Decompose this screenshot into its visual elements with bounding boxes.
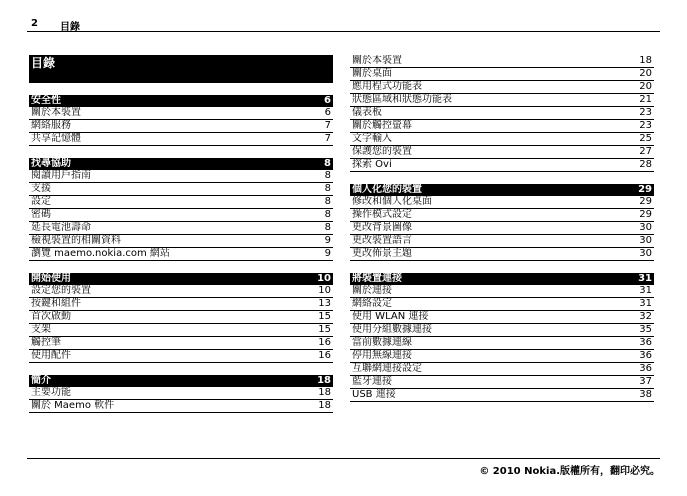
toc-section xyxy=(350,184,654,261)
toc-section-heading[interactable] xyxy=(350,273,654,285)
entry-label: 關於本裝置 xyxy=(31,107,81,118)
page-ref: 8 xyxy=(324,196,331,207)
entry-label: 延長電池壽命 xyxy=(31,222,91,233)
toc-entry[interactable] xyxy=(350,196,654,209)
page-header xyxy=(27,18,660,32)
page-ref: 8 xyxy=(324,183,331,194)
entry-label: 瀏覽 maemo.nokia.com 網站 xyxy=(31,248,170,259)
page-ref: 23 xyxy=(639,107,652,118)
toc-entry[interactable] xyxy=(350,94,654,107)
running-title: 目錄 xyxy=(60,22,80,33)
toc-entry[interactable] xyxy=(350,350,654,363)
entry-label: 共享記憶體 xyxy=(31,133,81,144)
entry-label: 狀態區域和狀態功能表 xyxy=(352,94,452,105)
toc-entry[interactable] xyxy=(350,159,654,172)
page-ref: 30 xyxy=(639,235,652,246)
page-ref: 25 xyxy=(639,133,652,144)
entry-label: 關於桌面 xyxy=(352,68,392,79)
entry-label: 藍牙連接 xyxy=(352,376,392,387)
page-ref: 8 xyxy=(324,158,331,169)
toc-entry[interactable] xyxy=(350,133,654,146)
toc-entry[interactable] xyxy=(29,337,333,350)
toc-entry[interactable] xyxy=(29,285,333,298)
page-ref: 29 xyxy=(639,209,652,220)
page-ref: 9 xyxy=(324,235,331,246)
page-ref: 29 xyxy=(639,196,652,207)
entry-label: 關於觸控螢幕 xyxy=(352,120,412,131)
toc-title: 目錄 xyxy=(29,55,333,83)
entry-label: 使用分組數據連接 xyxy=(352,324,432,335)
toc-entry[interactable] xyxy=(350,235,654,248)
toc-entry[interactable] xyxy=(350,55,654,68)
page-ref: 16 xyxy=(318,337,331,348)
page-ref: 21 xyxy=(639,94,652,105)
toc-section-heading[interactable] xyxy=(29,375,333,387)
entry-label: 觸控筆 xyxy=(31,337,61,348)
page-ref: 7 xyxy=(324,133,331,144)
entry-label: 按鍵和組件 xyxy=(31,298,81,309)
toc-section-heading[interactable] xyxy=(29,273,333,285)
toc-entry[interactable] xyxy=(29,196,333,209)
page-ref: 15 xyxy=(318,324,331,335)
entry-label: 使用 WLAN 連接 xyxy=(352,311,429,322)
page-ref: 10 xyxy=(318,285,331,296)
entry-label: 互聯網連接設定 xyxy=(352,363,422,374)
entry-label: 設定您的裝置 xyxy=(31,285,91,296)
section-title: 安全性 xyxy=(31,95,61,106)
toc-entry[interactable] xyxy=(29,387,333,400)
page-ref: 31 xyxy=(639,285,652,296)
toc-entry[interactable] xyxy=(350,311,654,324)
toc-entry[interactable] xyxy=(350,222,654,235)
entry-label: 使用配件 xyxy=(31,350,71,361)
page-ref: 36 xyxy=(639,337,652,348)
toc-entry[interactable] xyxy=(350,376,654,389)
toc-entry[interactable] xyxy=(29,400,333,413)
toc-entry[interactable] xyxy=(29,350,333,363)
entry-label: 密碼 xyxy=(31,209,51,220)
page-ref: 23 xyxy=(639,120,652,131)
page-ref: 31 xyxy=(639,298,652,309)
toc-entry[interactable] xyxy=(350,68,654,81)
toc-entry[interactable] xyxy=(350,209,654,222)
toc-section-heading[interactable] xyxy=(350,184,654,196)
page-ref: 20 xyxy=(639,81,652,92)
page-ref: 8 xyxy=(324,222,331,233)
toc-entry[interactable] xyxy=(350,107,654,120)
entry-label: 檢視裝置的相關資料 xyxy=(31,235,121,246)
page-ref: 8 xyxy=(324,209,331,220)
toc-section-heading[interactable] xyxy=(29,95,333,107)
page-ref: 37 xyxy=(639,376,652,387)
toc-entry[interactable] xyxy=(29,298,333,311)
toc-entry[interactable] xyxy=(350,324,654,337)
entry-label: 關於 Maemo 軟件 xyxy=(31,400,115,411)
entry-label: 關於本裝置 xyxy=(352,55,402,66)
toc-entry[interactable] xyxy=(350,389,654,402)
section-title: 簡介 xyxy=(31,375,51,386)
page-ref: 6 xyxy=(324,107,331,118)
toc-entry[interactable] xyxy=(29,133,333,146)
entry-label: 網絡服務 xyxy=(31,120,71,131)
page-ref: 20 xyxy=(639,68,652,79)
page-ref: 30 xyxy=(639,222,652,233)
entry-label: 文字輸入 xyxy=(352,133,392,144)
entry-label: 探索 Ovi xyxy=(352,159,392,170)
toc-entry[interactable] xyxy=(350,337,654,350)
toc-entry[interactable] xyxy=(29,183,333,196)
entry-label: 更改背景圖像 xyxy=(352,222,412,233)
entry-label: 停用無線連接 xyxy=(352,350,412,361)
page-ref: 29 xyxy=(638,184,652,195)
page-ref: 9 xyxy=(324,248,331,259)
section-title: 開始使用 xyxy=(31,273,71,284)
toc-entry[interactable] xyxy=(29,170,333,183)
section-title: 個人化您的裝置 xyxy=(352,184,422,195)
entry-label: 支援 xyxy=(31,183,51,194)
page-ref: 30 xyxy=(639,248,652,259)
toc-section-heading[interactable] xyxy=(29,158,333,170)
toc-section xyxy=(29,375,333,413)
entry-label: 操作模式設定 xyxy=(352,209,412,220)
toc-entry[interactable] xyxy=(350,120,654,133)
toc-entry[interactable] xyxy=(29,209,333,222)
page-ref: 13 xyxy=(318,298,331,309)
section-title: 找尋協助 xyxy=(31,158,71,169)
toc-entry[interactable] xyxy=(350,285,654,298)
toc-entry[interactable] xyxy=(29,107,333,120)
page-ref: 36 xyxy=(639,350,652,361)
page-ref: 28 xyxy=(639,159,652,170)
page-ref: 36 xyxy=(639,363,652,374)
page-ref: 6 xyxy=(324,95,331,106)
page-ref: 32 xyxy=(639,311,652,322)
toc-section xyxy=(350,273,654,402)
entry-label: 更改裝置語言 xyxy=(352,235,412,246)
page-ref: 7 xyxy=(324,120,331,131)
page-ref: 18 xyxy=(318,387,331,398)
toc-entry[interactable] xyxy=(29,248,333,261)
page-ref: 18 xyxy=(639,55,652,66)
toc-entry[interactable] xyxy=(29,222,333,235)
page-ref: 27 xyxy=(639,146,652,157)
toc-section xyxy=(29,95,333,146)
toc-entry[interactable] xyxy=(350,298,654,311)
entry-label: 當前數據連線 xyxy=(352,337,412,348)
page-ref: 10 xyxy=(317,273,331,284)
page-ref: 16 xyxy=(318,350,331,361)
toc-entry[interactable] xyxy=(29,120,333,133)
toc-entry[interactable] xyxy=(350,248,654,261)
entry-label: 修改和個人化桌面 xyxy=(352,196,432,207)
toc-right-column xyxy=(350,55,654,402)
footer-divider xyxy=(27,458,660,459)
toc-section xyxy=(29,158,333,261)
page-ref: 38 xyxy=(639,389,652,400)
entry-label: 設定 xyxy=(31,196,51,207)
toc-entry[interactable] xyxy=(29,235,333,248)
page-ref: 18 xyxy=(317,375,331,386)
section-title: 將裝置連接 xyxy=(352,273,402,284)
entry-label: 儀表板 xyxy=(352,107,382,118)
entry-label: 保護您的裝置 xyxy=(352,146,412,157)
page-ref: 15 xyxy=(318,311,331,322)
page-ref: 31 xyxy=(638,273,652,284)
entry-label: 更改佈景主題 xyxy=(352,248,412,259)
copyright-footer: © 2010 Nokia.版權所有，翻印必究。 xyxy=(479,466,660,477)
page-ref: 18 xyxy=(318,400,331,411)
entry-label: 主要功能 xyxy=(31,387,71,398)
entry-label: 網絡設定 xyxy=(352,298,392,309)
page-number: 2 xyxy=(31,18,38,29)
entry-label: 閱讀用戶指南 xyxy=(31,170,91,181)
toc-entry[interactable] xyxy=(350,81,654,94)
page-ref: 8 xyxy=(324,170,331,181)
toc-left-column xyxy=(29,55,333,413)
toc-entry[interactable] xyxy=(29,324,333,337)
entry-label: 首次啟動 xyxy=(31,311,71,322)
toc-entry[interactable] xyxy=(350,363,654,376)
toc-section xyxy=(29,273,333,363)
entry-label: USB 連接 xyxy=(352,389,396,400)
entry-label: 支架 xyxy=(31,324,51,335)
entry-label: 應用程式功能表 xyxy=(352,81,422,92)
page-ref: 35 xyxy=(639,324,652,335)
toc-entry[interactable] xyxy=(29,311,333,324)
entry-label: 關於連接 xyxy=(352,285,392,296)
toc-entry[interactable] xyxy=(350,146,654,159)
